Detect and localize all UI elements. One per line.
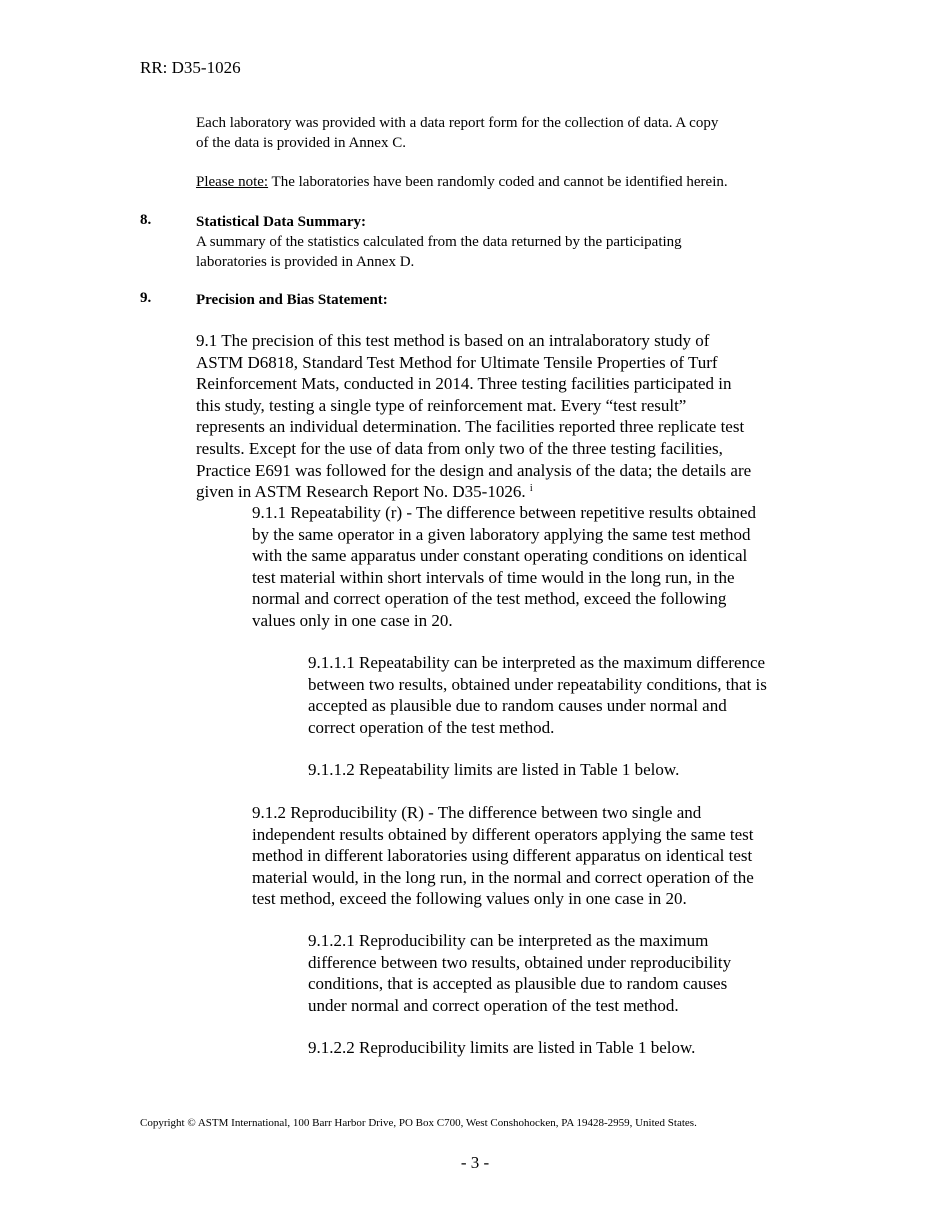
- p911-line: by the same operator in a given laboratory applying the same test method: [252, 524, 751, 544]
- p912-line: method in different laboratories using different apparatus on identical test: [252, 846, 753, 866]
- p911-line: test material within short intervals of time would in the long run, in the: [252, 567, 735, 587]
- section-8-line: laboratories is provided in Annex D.: [196, 254, 415, 270]
- copyright-footer: Copyright © ASTM International, 100 Barr Harbor Drive, PO Box C700, West Conshohocken, PA 19428-2959, United States.: [140, 1117, 697, 1129]
- p9111-line: between two results, obtained under repeatability conditions, that is: [308, 674, 767, 694]
- section-9-number: 9.: [140, 290, 152, 306]
- note-text: The laboratories have been randomly coded and cannot be identified herein.: [268, 174, 728, 190]
- paragraph-9-1-1-2: 9.1.1.2 Repeatability limits are listed in Table 1 below.: [308, 760, 680, 779]
- p9121-line: under normal and correct operation of the test method.: [308, 995, 679, 1015]
- report-id-header: RR: D35-1026: [140, 58, 241, 77]
- p9111-line: 9.1.1.1 Repeatability can be interpreted as the maximum difference: [308, 653, 766, 672]
- section-8-number: 8.: [140, 212, 152, 228]
- paragraph-9-1: [196, 330, 751, 503]
- footnote-marker[interactable]: i: [529, 483, 533, 495]
- intro-paragraph: [196, 113, 718, 153]
- paragraph-9-1-2: [252, 802, 754, 910]
- p9121-line: conditions, that is accepted as plausible due to random causes: [308, 974, 728, 994]
- note-label: Please note:: [196, 174, 269, 190]
- p91-line: this study, testing a single type of reinforcement mat. Every “test result”: [196, 395, 687, 415]
- section-9-heading: Precision and Bias Statement:: [196, 292, 388, 308]
- p9111-line: accepted as plausible due to random causes under normal and: [308, 696, 727, 716]
- p9121-line: difference between two results, obtained under reproducibility: [308, 952, 732, 972]
- p91-line: ASTM D6818, Standard Test Method for Ultimate Tensile Properties of Turf: [196, 352, 718, 372]
- p912-line: test method, exceed the following values only in one case in 20.: [252, 889, 687, 909]
- intro-line: of the data is provided in Annex C.: [196, 135, 406, 151]
- p91-line: Practice E691 was followed for the design and analysis of the data; the details are: [196, 460, 752, 480]
- p91-line: represents an individual determination. The facilities reported three replicate test: [196, 417, 745, 437]
- p911-line: normal and correct operation of the test method, exceed the following: [252, 589, 727, 609]
- p911-line: with the same apparatus under constant operating conditions on identical: [252, 546, 748, 566]
- note-paragraph: [196, 172, 728, 192]
- paragraph-9-1-1: [252, 502, 756, 632]
- paragraph-9-1-2-2: 9.1.2.2 Reproducibility limits are listed in Table 1 below.: [308, 1038, 696, 1057]
- p912-line: material would, in the long run, in the normal and correct operation of the: [252, 867, 754, 887]
- p91-line: results. Except for the use of data from only two of the three testing facilities,: [196, 438, 723, 458]
- p91-line: 9.1 The precision of this test method is based on an intralaboratory study of: [196, 331, 710, 350]
- intro-line: Each laboratory was provided with a data report form for the collection of data. A copy: [196, 115, 719, 131]
- p911-line: values only in one case in 20.: [252, 610, 453, 630]
- p912-line: 9.1.2 Reproducibility (R) - The difference between two single and: [252, 803, 702, 822]
- p9121-line: 9.1.2.1 Reproducibility can be interpreted as the maximum: [308, 931, 709, 950]
- section-8-line: A summary of the statistics calculated from the data returned by the participating: [196, 234, 682, 250]
- p9111-line: correct operation of the test method.: [308, 717, 555, 737]
- section-8: [196, 212, 682, 272]
- p912-line: independent results obtained by different operators applying the same test: [252, 824, 754, 844]
- p91-line-last: [196, 481, 751, 503]
- page-number: - 3 -: [460, 1153, 490, 1172]
- p91-line: Reinforcement Mats, conducted in 2014. Three testing facilities participated in: [196, 374, 732, 394]
- section-8-heading: Statistical Data Summary:: [196, 214, 366, 230]
- p911-line: 9.1.1 Repeatability (r) - The difference between repetitive results obtained: [252, 503, 756, 522]
- paragraph-9-1-1-1: [308, 652, 767, 738]
- p91-line: given in ASTM Research Report No. D35-1026.: [196, 482, 530, 502]
- paragraph-9-1-2-1: [308, 930, 731, 1016]
